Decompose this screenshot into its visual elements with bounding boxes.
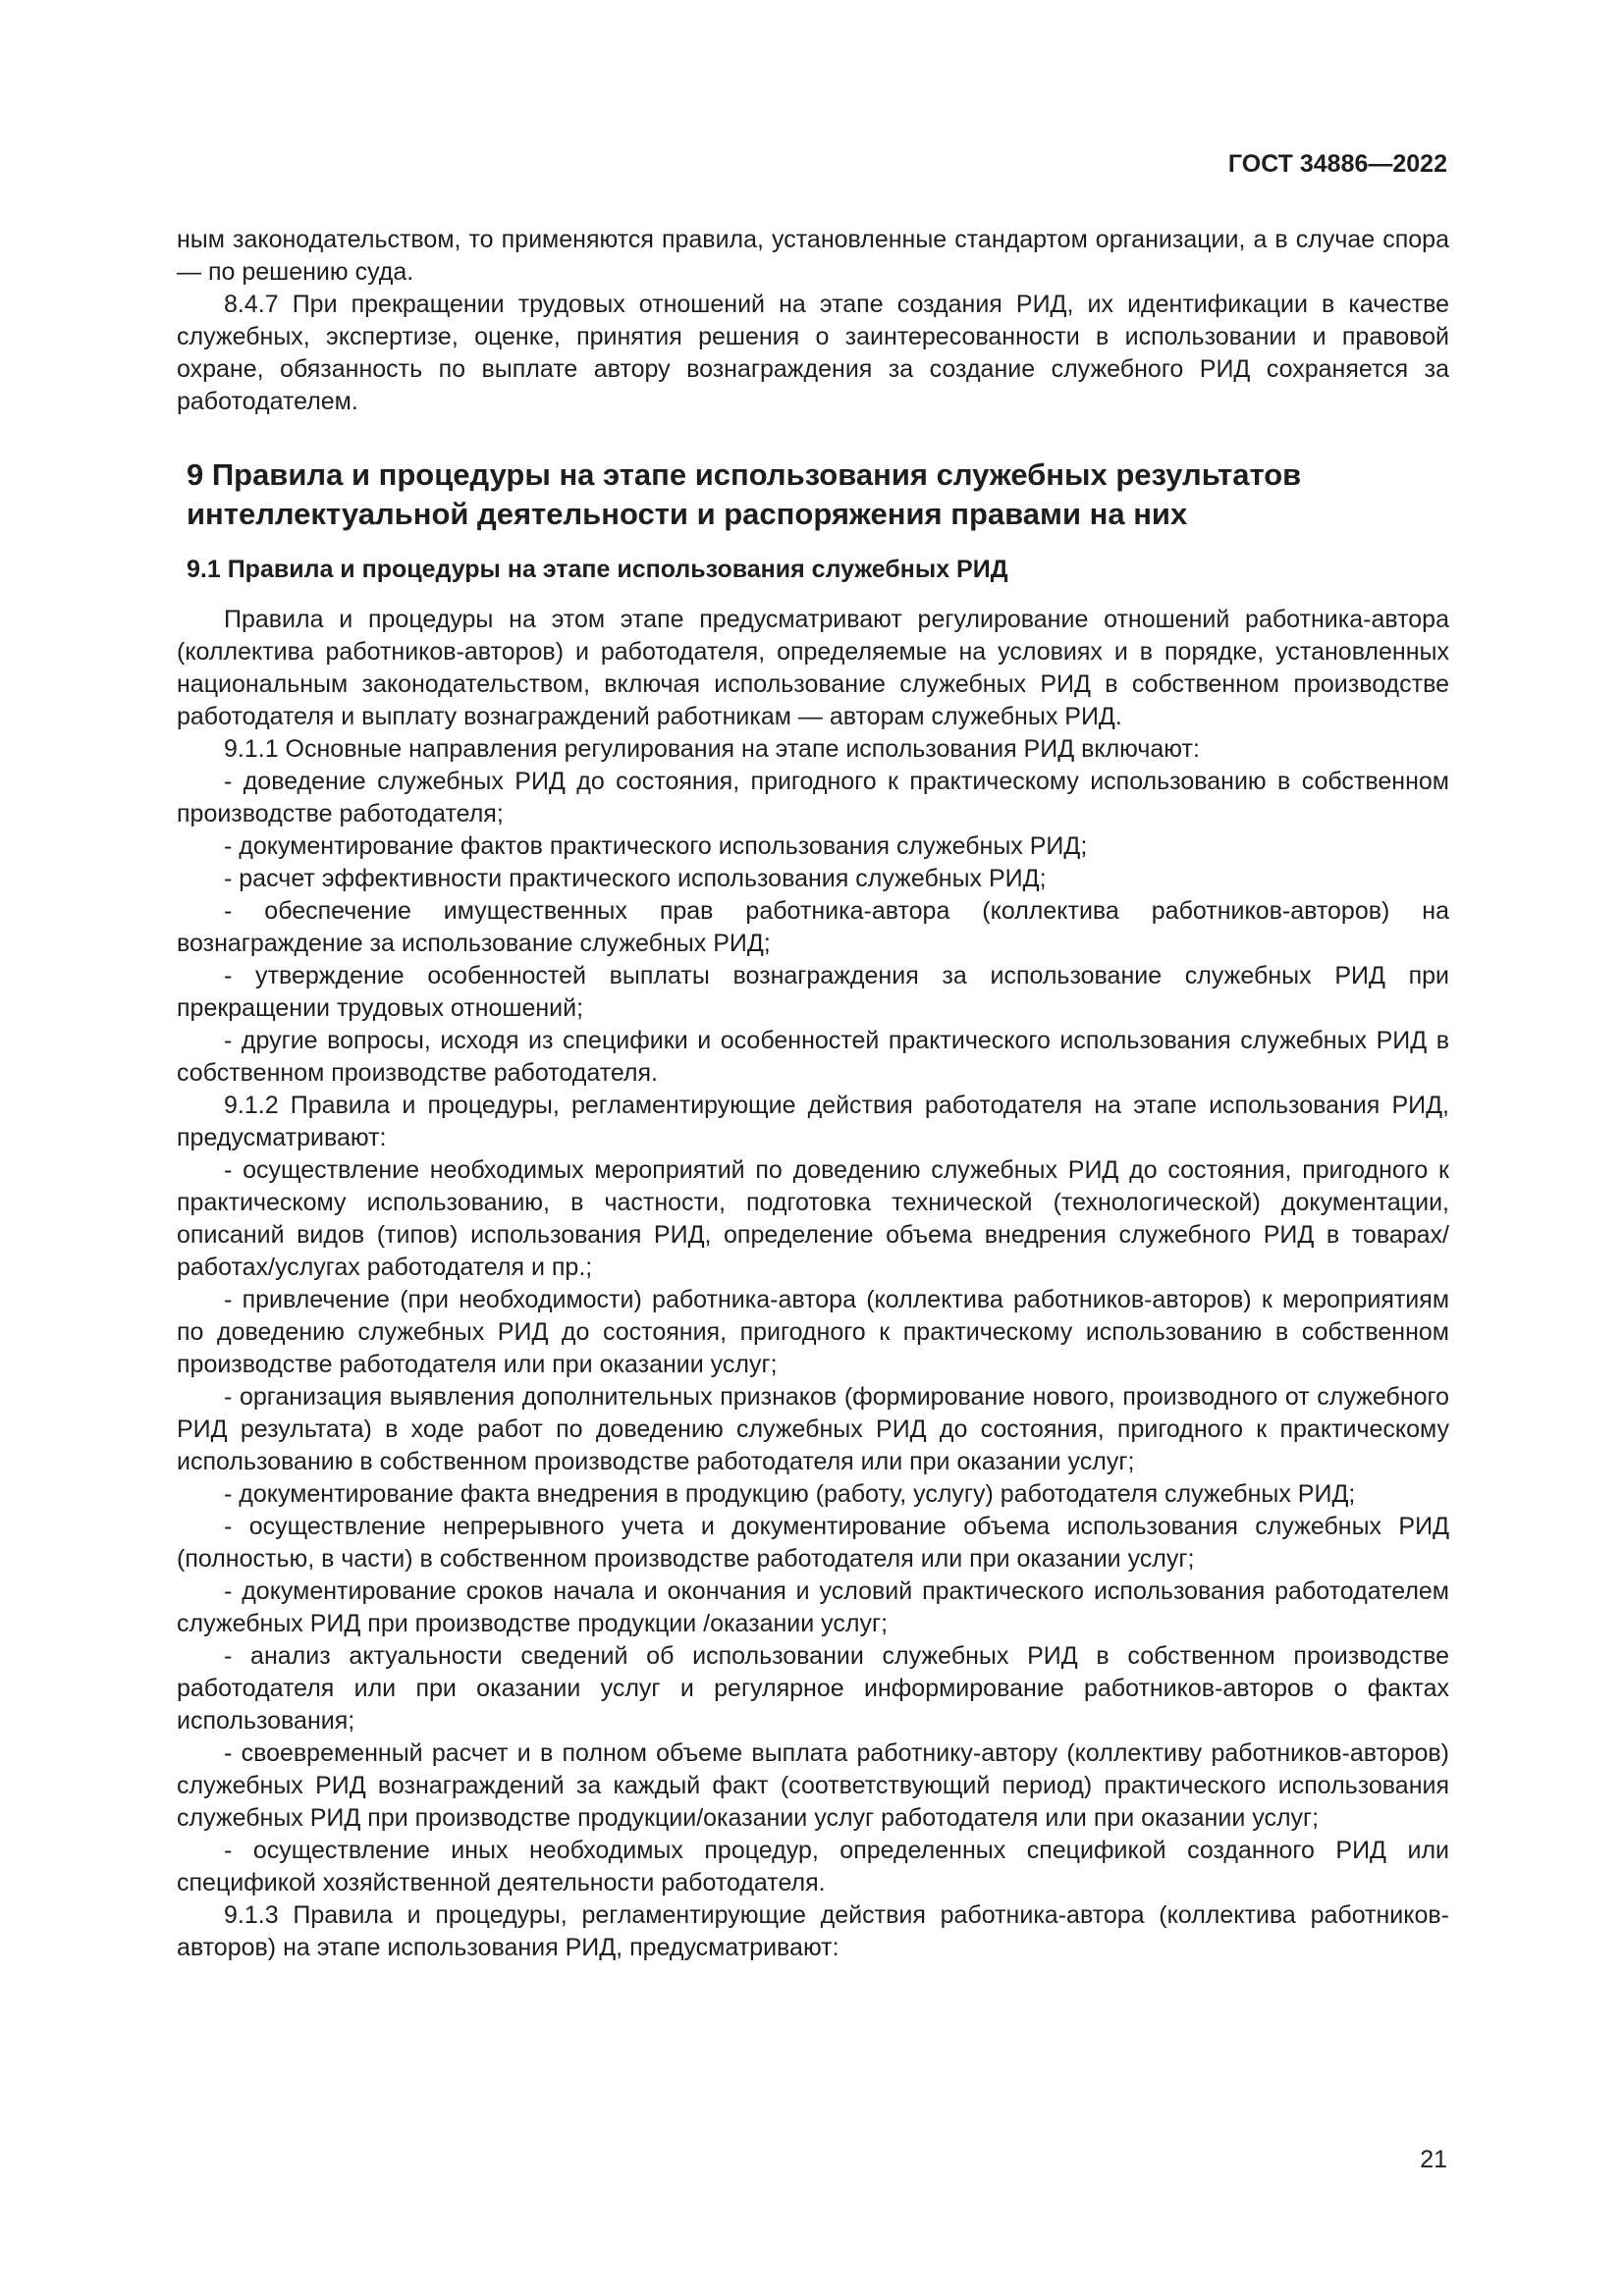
list-item: - своевременный расчет и в полном объеме выплата работнику-автору (коллективу работников-авторов) служебных РИД вознаграждений за каждый факт (соответствующий период) практического использования служебных РИД при производстве продукции/оказании услуг работодателя или при оказании услуг;	[177, 1739, 1449, 1832]
list-item: - доведение служебных РИД до состояния, пригодного к практическому использованию в собственном производстве работодателя;	[177, 768, 1449, 828]
page-body	[177, 224, 1449, 1964]
list-item: - организация выявления дополнительных признаков (формирование нового, производного от служебного РИД результата) в ходе работ по доведению служебных РИД до состояния, пригодного к практическому использованию в собственном производстве работодателя или при оказании услуг;	[177, 1383, 1449, 1475]
paragraph-continuation: ным законодательством, то применяются правила, установленные стандартом организации, а в случае спора — по решению суда.	[177, 226, 1449, 286]
section-9-title: 9 Правила и процедуры на этапе использования служебных результатов интеллектуальной деятельности и распоряжения правами на них	[187, 457, 1302, 531]
list-item: - утверждение особенностей выплаты вознаграждения за использование служебных РИД при прекращении трудовых отношений;	[177, 962, 1449, 1022]
paragraph-8-4-7: 8.4.7 При прекращении трудовых отношений на этапе создания РИД, их идентификации в качестве служебных, экспертизе, оценке, принятия решения о заинтересованности в использовании и правовой охране, обязанность по выплате автору вознаграждения за создание служебного РИД сохраняется за работодателем.	[177, 291, 1449, 415]
paragraph-9-1-1: 9.1.1 Основные направления регулирования на этапе использования РИД включают:	[224, 735, 1200, 763]
list-item: - другие вопросы, исходя из специфики и особенностей практического использования служебных РИД в собственном производстве работодателя.	[177, 1027, 1449, 1087]
list-item: - обеспечение имущественных прав работника-автора (коллектива работников-авторов) на вознаграждение за использование служебных РИД;	[177, 897, 1449, 957]
list-item: - осуществление непрерывного учета и документирование объема использования служебных РИД (полностью, в части) в собственном производстве работодателя или при оказании услуг;	[177, 1513, 1449, 1573]
list-item: - расчет эффективности практического использования служебных РИД;	[224, 865, 1047, 892]
list-item: - осуществление необходимых мероприятий по доведению служебных РИД до состояния, пригодного к практическому использованию, в частности, подготовка технической (технологической) документации, описаний видов (типов) использования РИД, определение объема внедрения служебного РИД в товарах/работах/услугах работодателя и пр.;	[177, 1156, 1449, 1281]
paragraph-9-1-2: 9.1.2 Правила и процедуры, регламентирующие действия работодателя на этапе использования РИД, предусматривают:	[177, 1092, 1449, 1151]
page-number: 21	[1420, 2146, 1447, 2173]
list-item: - документирование факта внедрения в продукцию (работу, услугу) работодателя служебных РИД;	[224, 1480, 1356, 1508]
subsection-9-1-title: 9.1 Правила и процедуры на этапе использования служебных РИД	[187, 556, 1008, 583]
list-item: - анализ актуальности сведений об использовании служебных РИД в собственном производстве работодателя или при оказании услуг и регулярное информирование работников-авторов о фактах использования;	[177, 1642, 1449, 1735]
paragraph-9-1-intro: Правила и процедуры на этом этапе предусматривают регулирование отношений работника-автора (коллектива работников-авторов) и работодателя, определяемые на условиях и в порядке, установленных национальным законодательством, включая использование служебных РИД в собственном производстве работодателя и выплату вознаграждений работникам — авторам служебных РИД.	[177, 606, 1449, 730]
list-item: - осуществление иных необходимых процедур, определенных спецификой созданного РИД или спецификой хозяйственной деятельности работодателя.	[177, 1837, 1449, 1896]
paragraph-9-1-3: 9.1.3 Правила и процедуры, регламентирующие действия работника-автора (коллектива работников-авторов) на этапе использования РИД, предусматривают:	[177, 1901, 1449, 1961]
standard-designation: ГОСТ 34886—2022	[1227, 150, 1447, 178]
list-item: - документирование фактов практического использования служебных РИД;	[224, 832, 1088, 860]
list-item: - документирование сроков начала и окончания и условий практического использования работодателем служебных РИД при производстве продукции /оказании услуг;	[177, 1577, 1449, 1637]
list-item: - привлечение (при необходимости) работника-автора (коллектива работников-авторов) к мероприятиям по доведению служебных РИД до состояния, пригодного к практическому использованию в собственном производстве работодателя или при оказании услуг;	[177, 1286, 1449, 1378]
